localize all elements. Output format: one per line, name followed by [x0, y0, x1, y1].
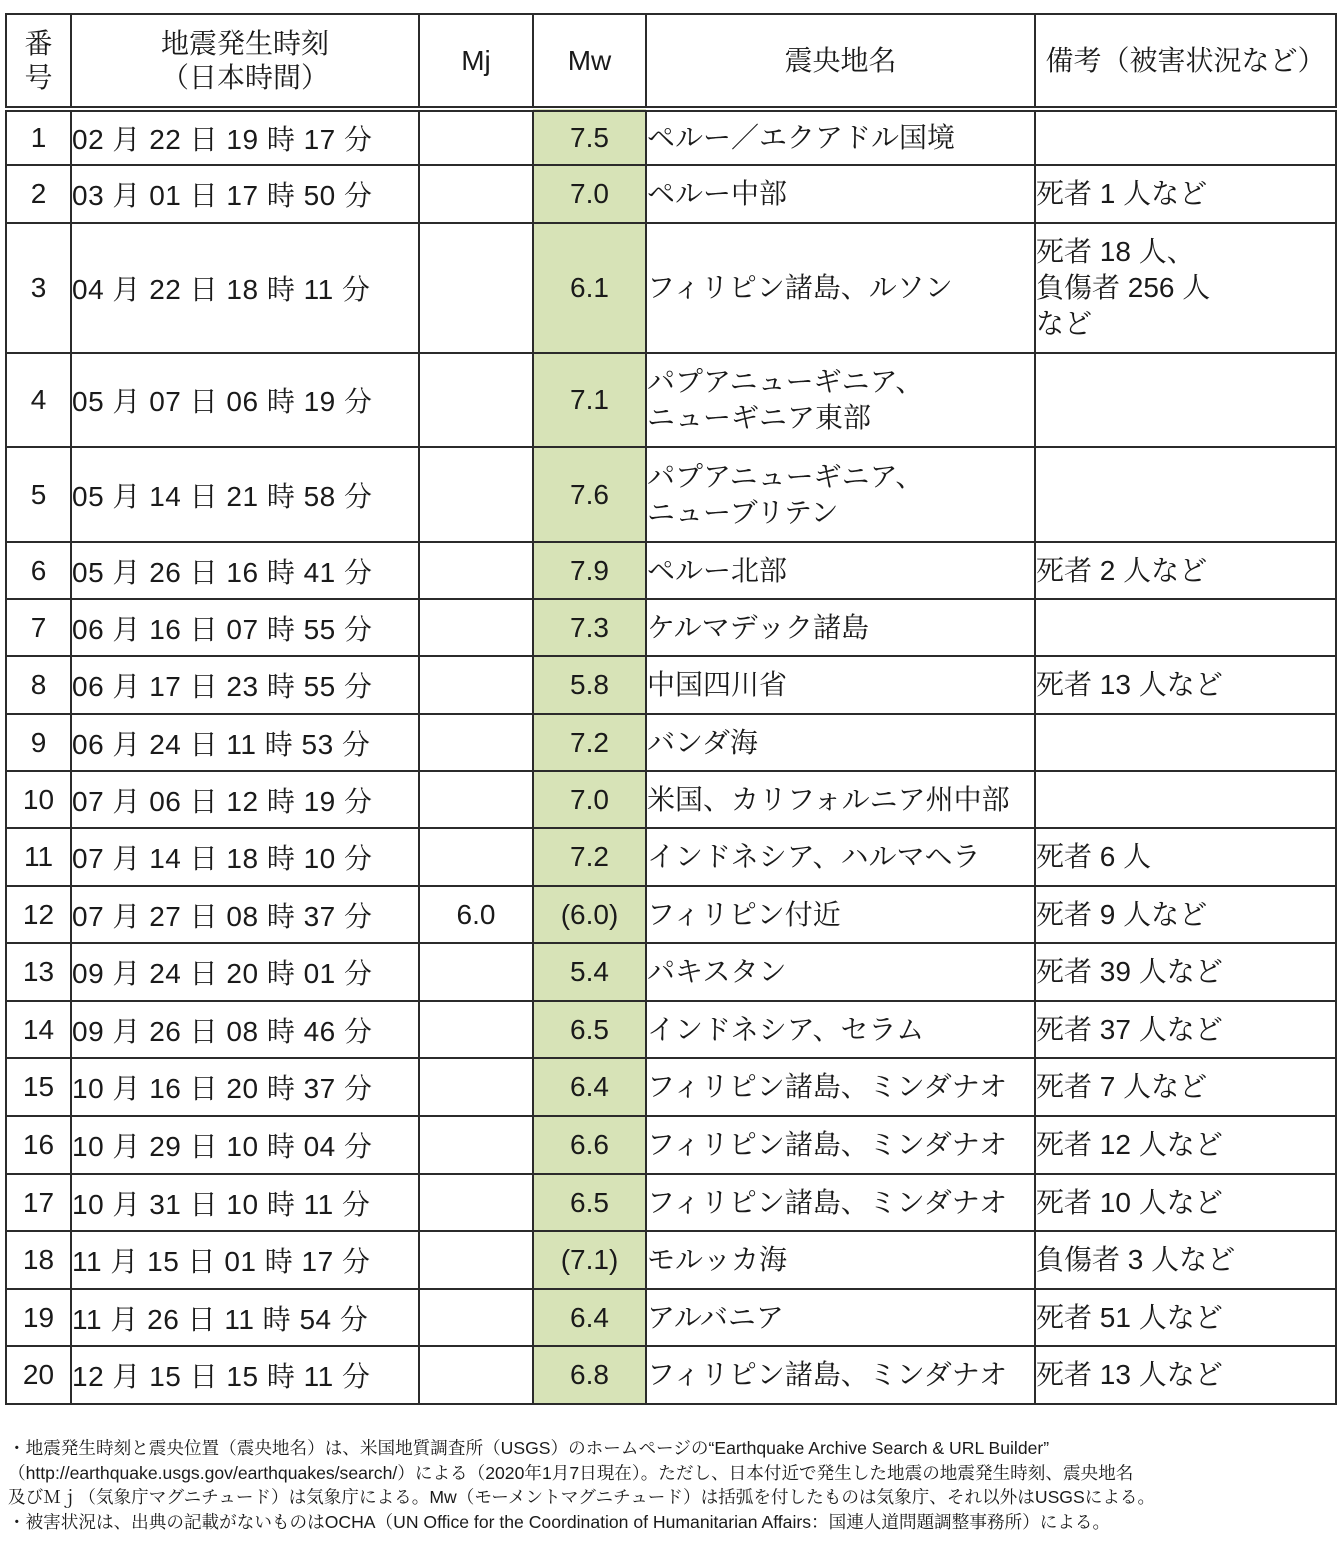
cell-place: [646, 599, 1035, 656]
table-row: [6, 1001, 1336, 1058]
cell-time: 09 月 24 日 20 時 01 分: [71, 943, 419, 1001]
cell-number: 19: [6, 1289, 71, 1346]
table-row: [6, 1231, 1336, 1289]
cell-mw: 6.5: [533, 1174, 646, 1231]
cell-mj: [419, 943, 533, 1001]
note-line: 負傷者 3 人など: [1036, 1244, 1236, 1275]
table-row: [6, 542, 1336, 599]
cell-place: [646, 886, 1035, 943]
cell-mw: 7.2: [533, 714, 646, 771]
place-line: パプアニューギニア、: [647, 366, 924, 397]
place-line: インドネシア、セラム: [647, 1013, 925, 1045]
table-row: [6, 1289, 1336, 1346]
table-row: [6, 1174, 1336, 1231]
cell-time: 11 月 15 日 01 時 17 分: [71, 1231, 419, 1289]
cell-place: [646, 542, 1035, 599]
note-line: 死者 13 人など: [1036, 1359, 1223, 1390]
cell-number: 15: [6, 1058, 71, 1116]
cell-mw: 6.6: [533, 1116, 646, 1174]
cell-time: 07 月 06 日 12 時 19 分: [71, 771, 419, 828]
cell-mw: 7.9: [533, 542, 646, 599]
header-number-line: 号: [24, 61, 53, 93]
cell-mw: 5.8: [533, 656, 646, 714]
cell-time: 02 月 22 日 19 時 17 分: [71, 109, 419, 165]
place-line: パキスタン: [647, 956, 787, 987]
table-row: [6, 1058, 1336, 1116]
table-row: [6, 599, 1336, 656]
cell-number: 10: [6, 771, 71, 828]
cell-mj: [419, 1231, 533, 1289]
cell-mw: 7.2: [533, 828, 646, 886]
cell-number: 17: [6, 1174, 71, 1231]
cell-place: [646, 109, 1035, 165]
cell-number: 14: [6, 1001, 71, 1058]
cell-note: [1035, 656, 1336, 714]
cell-time: 06 月 17 日 23 時 55 分: [71, 656, 419, 714]
note-line: など: [1036, 308, 1093, 339]
note-line: 死者 1 人など: [1036, 178, 1208, 209]
place-line: フィリピン諸島、ミンダナオ: [647, 1071, 1008, 1102]
note-line: 死者 51 人など: [1036, 1301, 1223, 1333]
cell-mj: [419, 165, 533, 223]
header-time-line: （日本時間）: [160, 61, 329, 93]
cell-place: [646, 1174, 1035, 1231]
cell-time: 05 月 26 日 16 時 41 分: [71, 542, 419, 599]
table-row: [6, 771, 1336, 828]
place-line: フィリピン諸島、ルソン: [647, 272, 953, 303]
note-line: 死者 37 人など: [1036, 1013, 1223, 1045]
footnote-line: ・被害状況は、出典の記載がないものはOCHA（UN Office for the Coordination of Humanitarian Affairs：国連人道問題調整事務所）による。: [8, 1511, 1111, 1532]
cell-note: [1035, 542, 1336, 599]
cell-note: [1035, 599, 1336, 656]
cell-place: [646, 1058, 1035, 1116]
cell-mj: 6.0: [419, 886, 533, 943]
cell-place: [646, 447, 1035, 542]
cell-place: [646, 771, 1035, 828]
cell-number: 6: [6, 542, 71, 599]
cell-number: 2: [6, 165, 71, 223]
earthquake-table: [5, 13, 1337, 1405]
cell-note: [1035, 771, 1336, 828]
note-line: 死者 9 人など: [1036, 898, 1208, 930]
place-line: パプアニューギニア、: [647, 460, 924, 492]
cell-place: [646, 943, 1035, 1001]
table-row: [6, 1346, 1336, 1404]
cell-place: [646, 1289, 1035, 1346]
cell-time: 06 月 16 日 07 時 55 分: [71, 599, 419, 656]
cell-time: 05 月 07 日 06 時 19 分: [71, 353, 419, 447]
cell-mj: [419, 599, 533, 656]
cell-mw: 6.1: [533, 223, 646, 353]
cell-place: [646, 165, 1035, 223]
cell-mj: [419, 109, 533, 165]
place-line: インドネシア、ハルマヘラ: [647, 841, 981, 872]
cell-number: 9: [6, 714, 71, 771]
cell-number: 20: [6, 1346, 71, 1404]
header-time: [71, 14, 419, 109]
note-line: 負傷者 256 人: [1036, 272, 1211, 303]
cell-mw: 6.5: [533, 1001, 646, 1058]
cell-mj: [419, 353, 533, 447]
cell-time: 12 月 15 日 15 時 11 分: [71, 1346, 419, 1404]
cell-note: [1035, 1289, 1336, 1346]
cell-number: 4: [6, 353, 71, 447]
cell-note: [1035, 1174, 1336, 1231]
cell-number: 13: [6, 943, 71, 1001]
cell-note: [1035, 1058, 1336, 1116]
note-line: 死者 2 人など: [1036, 554, 1208, 586]
header-note: 備考（被害状況など）: [1035, 14, 1336, 109]
place-line: 米国、カリフォルニア州中部: [647, 783, 1010, 815]
cell-mw: 6.4: [533, 1058, 646, 1116]
note-line: 死者 12 人など: [1036, 1129, 1223, 1160]
cell-note: [1035, 1001, 1336, 1058]
cell-mj: [419, 542, 533, 599]
cell-number: 7: [6, 599, 71, 656]
cell-time: 10 月 31 日 10 時 11 分: [71, 1174, 419, 1231]
footnote-line: 及びＭｊ（気象庁マグニチュード）は気象庁による。Mw（モーメントマグニチュード）は括弧を付したものは気象庁、それ以外はUSGSによる。: [8, 1487, 1156, 1507]
cell-time: 10 月 16 日 20 時 37 分: [71, 1058, 419, 1116]
table-row: [6, 447, 1336, 542]
cell-note: [1035, 447, 1336, 542]
cell-mw: 7.0: [533, 165, 646, 223]
footnote-line: （http://earthquake.usgs.gov/earthquakes/search/）による（2020年1月7日現在）。ただし、日本付近で発生した地震の地震発生時刻、震央地名: [8, 1462, 1134, 1483]
cell-note: [1035, 886, 1336, 943]
table-row: [6, 353, 1336, 447]
cell-mw: 7.6: [533, 447, 646, 542]
place-line: フィリピン諸島、ミンダナオ: [647, 1129, 1008, 1160]
cell-time: 05 月 14 日 21 時 58 分: [71, 447, 419, 542]
cell-number: 1: [6, 109, 71, 165]
header-mj: Mj: [419, 14, 533, 109]
header-number-line: 番: [24, 27, 53, 59]
footnote-line: ・地震発生時刻と震央位置（震央地名）は、米国地質調査所（USGS）のホームページの“Earthquake Archive Search & URL Builder”: [8, 1438, 1050, 1458]
table-row: [6, 828, 1336, 886]
cell-time: 11 月 26 日 11 時 54 分: [71, 1289, 419, 1346]
cell-mw: 6.8: [533, 1346, 646, 1404]
cell-place: [646, 1346, 1035, 1404]
place-line: ニューブリテン: [647, 496, 839, 528]
cell-place: [646, 1001, 1035, 1058]
header-time-line: 地震発生時刻: [160, 27, 329, 59]
note-line: 死者 18 人、: [1036, 236, 1195, 267]
cell-mj: [419, 828, 533, 886]
place-line: ペルー中部: [647, 178, 788, 209]
cell-mj: [419, 1346, 533, 1404]
place-line: ケルマデック諸島: [647, 611, 870, 643]
place-line: ペルー／エクアドル国境: [647, 122, 956, 153]
cell-number: 8: [6, 656, 71, 714]
cell-place: [646, 656, 1035, 714]
cell-mw: 5.4: [533, 943, 646, 1001]
table-body: [6, 109, 1336, 1404]
header-mw: Mw: [533, 14, 646, 109]
cell-mj: [419, 771, 533, 828]
cell-place: [646, 353, 1035, 447]
cell-mj: [419, 656, 533, 714]
cell-place: [646, 223, 1035, 353]
cell-mw: (7.1): [533, 1231, 646, 1289]
cell-mw: 6.4: [533, 1289, 646, 1346]
place-line: モルッカ海: [647, 1244, 788, 1275]
cell-place: [646, 1231, 1035, 1289]
table-row: [6, 886, 1336, 943]
cell-note: [1035, 828, 1336, 886]
note-line: 死者 10 人など: [1036, 1186, 1223, 1218]
cell-mj: [419, 1289, 533, 1346]
cell-note: [1035, 1346, 1336, 1404]
cell-time: 03 月 01 日 17 時 50 分: [71, 165, 419, 223]
cell-place: [646, 714, 1035, 771]
cell-note: [1035, 943, 1336, 1001]
cell-mj: [419, 447, 533, 542]
cell-mj: [419, 223, 533, 353]
place-line: 中国四川省: [647, 669, 788, 700]
cell-mw: 7.5: [533, 109, 646, 165]
place-line: フィリピン諸島、ミンダナオ: [647, 1359, 1008, 1390]
cell-mj: [419, 1116, 533, 1174]
header-place: 震央地名: [646, 14, 1035, 109]
note-line: 死者 13 人など: [1036, 669, 1223, 700]
place-line: ペルー北部: [647, 554, 788, 586]
cell-place: [646, 1116, 1035, 1174]
place-line: フィリピン諸島、ミンダナオ: [647, 1186, 1008, 1218]
place-line: フィリピン付近: [647, 898, 841, 930]
cell-time: 09 月 26 日 08 時 46 分: [71, 1001, 419, 1058]
cell-number: 11: [6, 828, 71, 886]
cell-number: 3: [6, 223, 71, 353]
cell-number: 16: [6, 1116, 71, 1174]
table-header: [6, 14, 1336, 109]
cell-number: 18: [6, 1231, 71, 1289]
cell-mw: 7.1: [533, 353, 646, 447]
cell-mw: 7.3: [533, 599, 646, 656]
cell-note: [1035, 223, 1336, 353]
cell-note: [1035, 109, 1336, 165]
note-line: 死者 39 人など: [1036, 956, 1223, 987]
cell-place: [646, 828, 1035, 886]
note-line: 死者 6 人: [1036, 841, 1152, 872]
table-row: [6, 943, 1336, 1001]
cell-number: 12: [6, 886, 71, 943]
cell-mj: [419, 714, 533, 771]
table-row: [6, 109, 1336, 165]
cell-mw: 7.0: [533, 771, 646, 828]
cell-number: 5: [6, 447, 71, 542]
cell-time: 07 月 27 日 08 時 37 分: [71, 886, 419, 943]
footnotes: [8, 1436, 1334, 1534]
cell-note: [1035, 353, 1336, 447]
cell-time: 07 月 14 日 18 時 10 分: [71, 828, 419, 886]
cell-note: [1035, 1116, 1336, 1174]
table-row: [6, 223, 1336, 353]
table-row: [6, 1116, 1336, 1174]
place-line: バンダ海: [647, 726, 758, 758]
cell-mj: [419, 1058, 533, 1116]
place-line: アルバニア: [647, 1301, 784, 1333]
cell-mj: [419, 1001, 533, 1058]
table-row: [6, 165, 1336, 223]
cell-mj: [419, 1174, 533, 1231]
cell-note: [1035, 714, 1336, 771]
cell-note: [1035, 165, 1336, 223]
place-line: ニューギニア東部: [647, 402, 872, 433]
table-row: [6, 656, 1336, 714]
table-row: [6, 714, 1336, 771]
note-line: 死者 7 人など: [1036, 1071, 1208, 1102]
cell-time: 06 月 24 日 11 時 53 分: [71, 714, 419, 771]
cell-mw: (6.0): [533, 886, 646, 943]
cell-time: 10 月 29 日 10 時 04 分: [71, 1116, 419, 1174]
cell-note: [1035, 1231, 1336, 1289]
cell-time: 04 月 22 日 18 時 11 分: [71, 223, 419, 353]
header-number: [6, 14, 71, 109]
